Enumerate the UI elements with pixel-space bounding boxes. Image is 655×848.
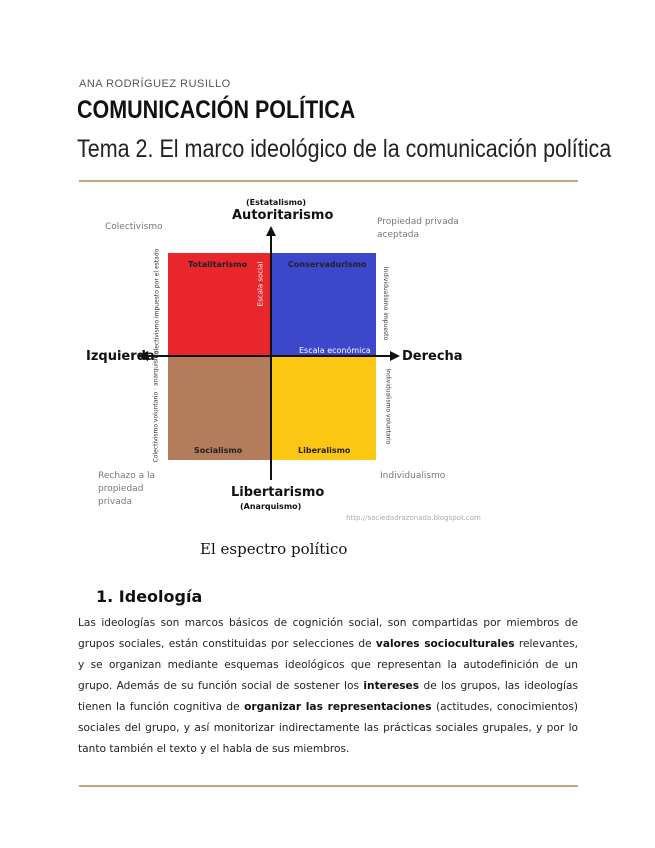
label-izquierda: Izquierda <box>86 349 155 364</box>
label-estatalismo: (Estatalismo) <box>246 198 307 207</box>
paragraph-text-3: de los grupos, las ideologías tienen la función cognitiva de <box>78 680 578 713</box>
label-conservadurismo: Conservadurismo <box>288 260 367 269</box>
label-rechazo: Rechazo a la <box>98 471 156 481</box>
label-socialismo: Socialismo <box>194 446 243 455</box>
label-side-left-bottom: Colectivismo voluntario · anarquismo <box>152 350 160 463</box>
figure-caption: El espectro político <box>200 540 348 558</box>
section-heading: 1. Ideología <box>96 587 203 606</box>
label-side-right-top: Individualismo impuesto <box>382 266 390 341</box>
section-paragraph <box>78 613 578 760</box>
label-side-left-top: Colectivismo impuesto por el estado <box>153 248 161 359</box>
label-privada: privada <box>98 497 132 507</box>
label-side-right-bottom: Individualismo voluntario <box>384 368 392 445</box>
document-subtitle: Tema 2. El marco ideológico de la comunicación política <box>77 135 612 163</box>
bold-organizar-representaciones: organizar las representaciones <box>244 701 432 713</box>
label-liberalismo: Liberalismo <box>298 446 351 455</box>
label-propiedad-privada: Propiedad privada <box>377 217 459 227</box>
label-individualismo: Individualismo <box>380 471 446 481</box>
bold-intereses: intereses <box>363 680 420 692</box>
label-totalitarismo: Totalitarismo <box>188 260 248 269</box>
label-propiedad: propiedad <box>98 484 144 494</box>
paragraph-text-4: (actitudes, conocimientos) sociales del grupo, y así monitorizar indirectamente las prácticas sociales grupales, y por lo tanto también el texto y el habla de sus miembros. <box>78 701 578 755</box>
bold-valores-socioculturales: valores socioculturales <box>375 638 515 650</box>
label-autoritarismo: Autoritarismo <box>232 208 334 223</box>
author-name: ANA RODRÍGUEZ RUSILLO <box>79 78 231 90</box>
label-derecha: Derecha <box>402 349 463 364</box>
paragraph-text-1: Las ideologías son marcos básicos de cognición social, son compartidas por miembros de grupos sociales, están constituidas por selecciones de <box>78 617 578 650</box>
label-aceptada: aceptada <box>377 230 419 240</box>
label-escala-economica: Escala económica <box>299 346 371 355</box>
label-libertarismo: Libertarismo <box>231 485 325 500</box>
document-title: COMUNICACIÓN POLÍTICA <box>77 96 356 124</box>
label-colectivismo: Colectivismo <box>105 222 163 232</box>
paragraph-text-2: relevantes, y se organizan mediante esquemas ideológicos que representan la autodefinición de un grupo. Además de su función social de sostener los <box>78 638 578 692</box>
source-url: http://sociedadrazonada.blogspot.com <box>346 514 481 522</box>
label-anarquismo: (Anarquismo) <box>240 502 302 511</box>
arrow-up-icon <box>266 226 276 236</box>
divider-bottom <box>79 785 578 787</box>
label-escala-social: Escala social <box>256 261 265 307</box>
arrow-right-icon <box>390 351 400 361</box>
